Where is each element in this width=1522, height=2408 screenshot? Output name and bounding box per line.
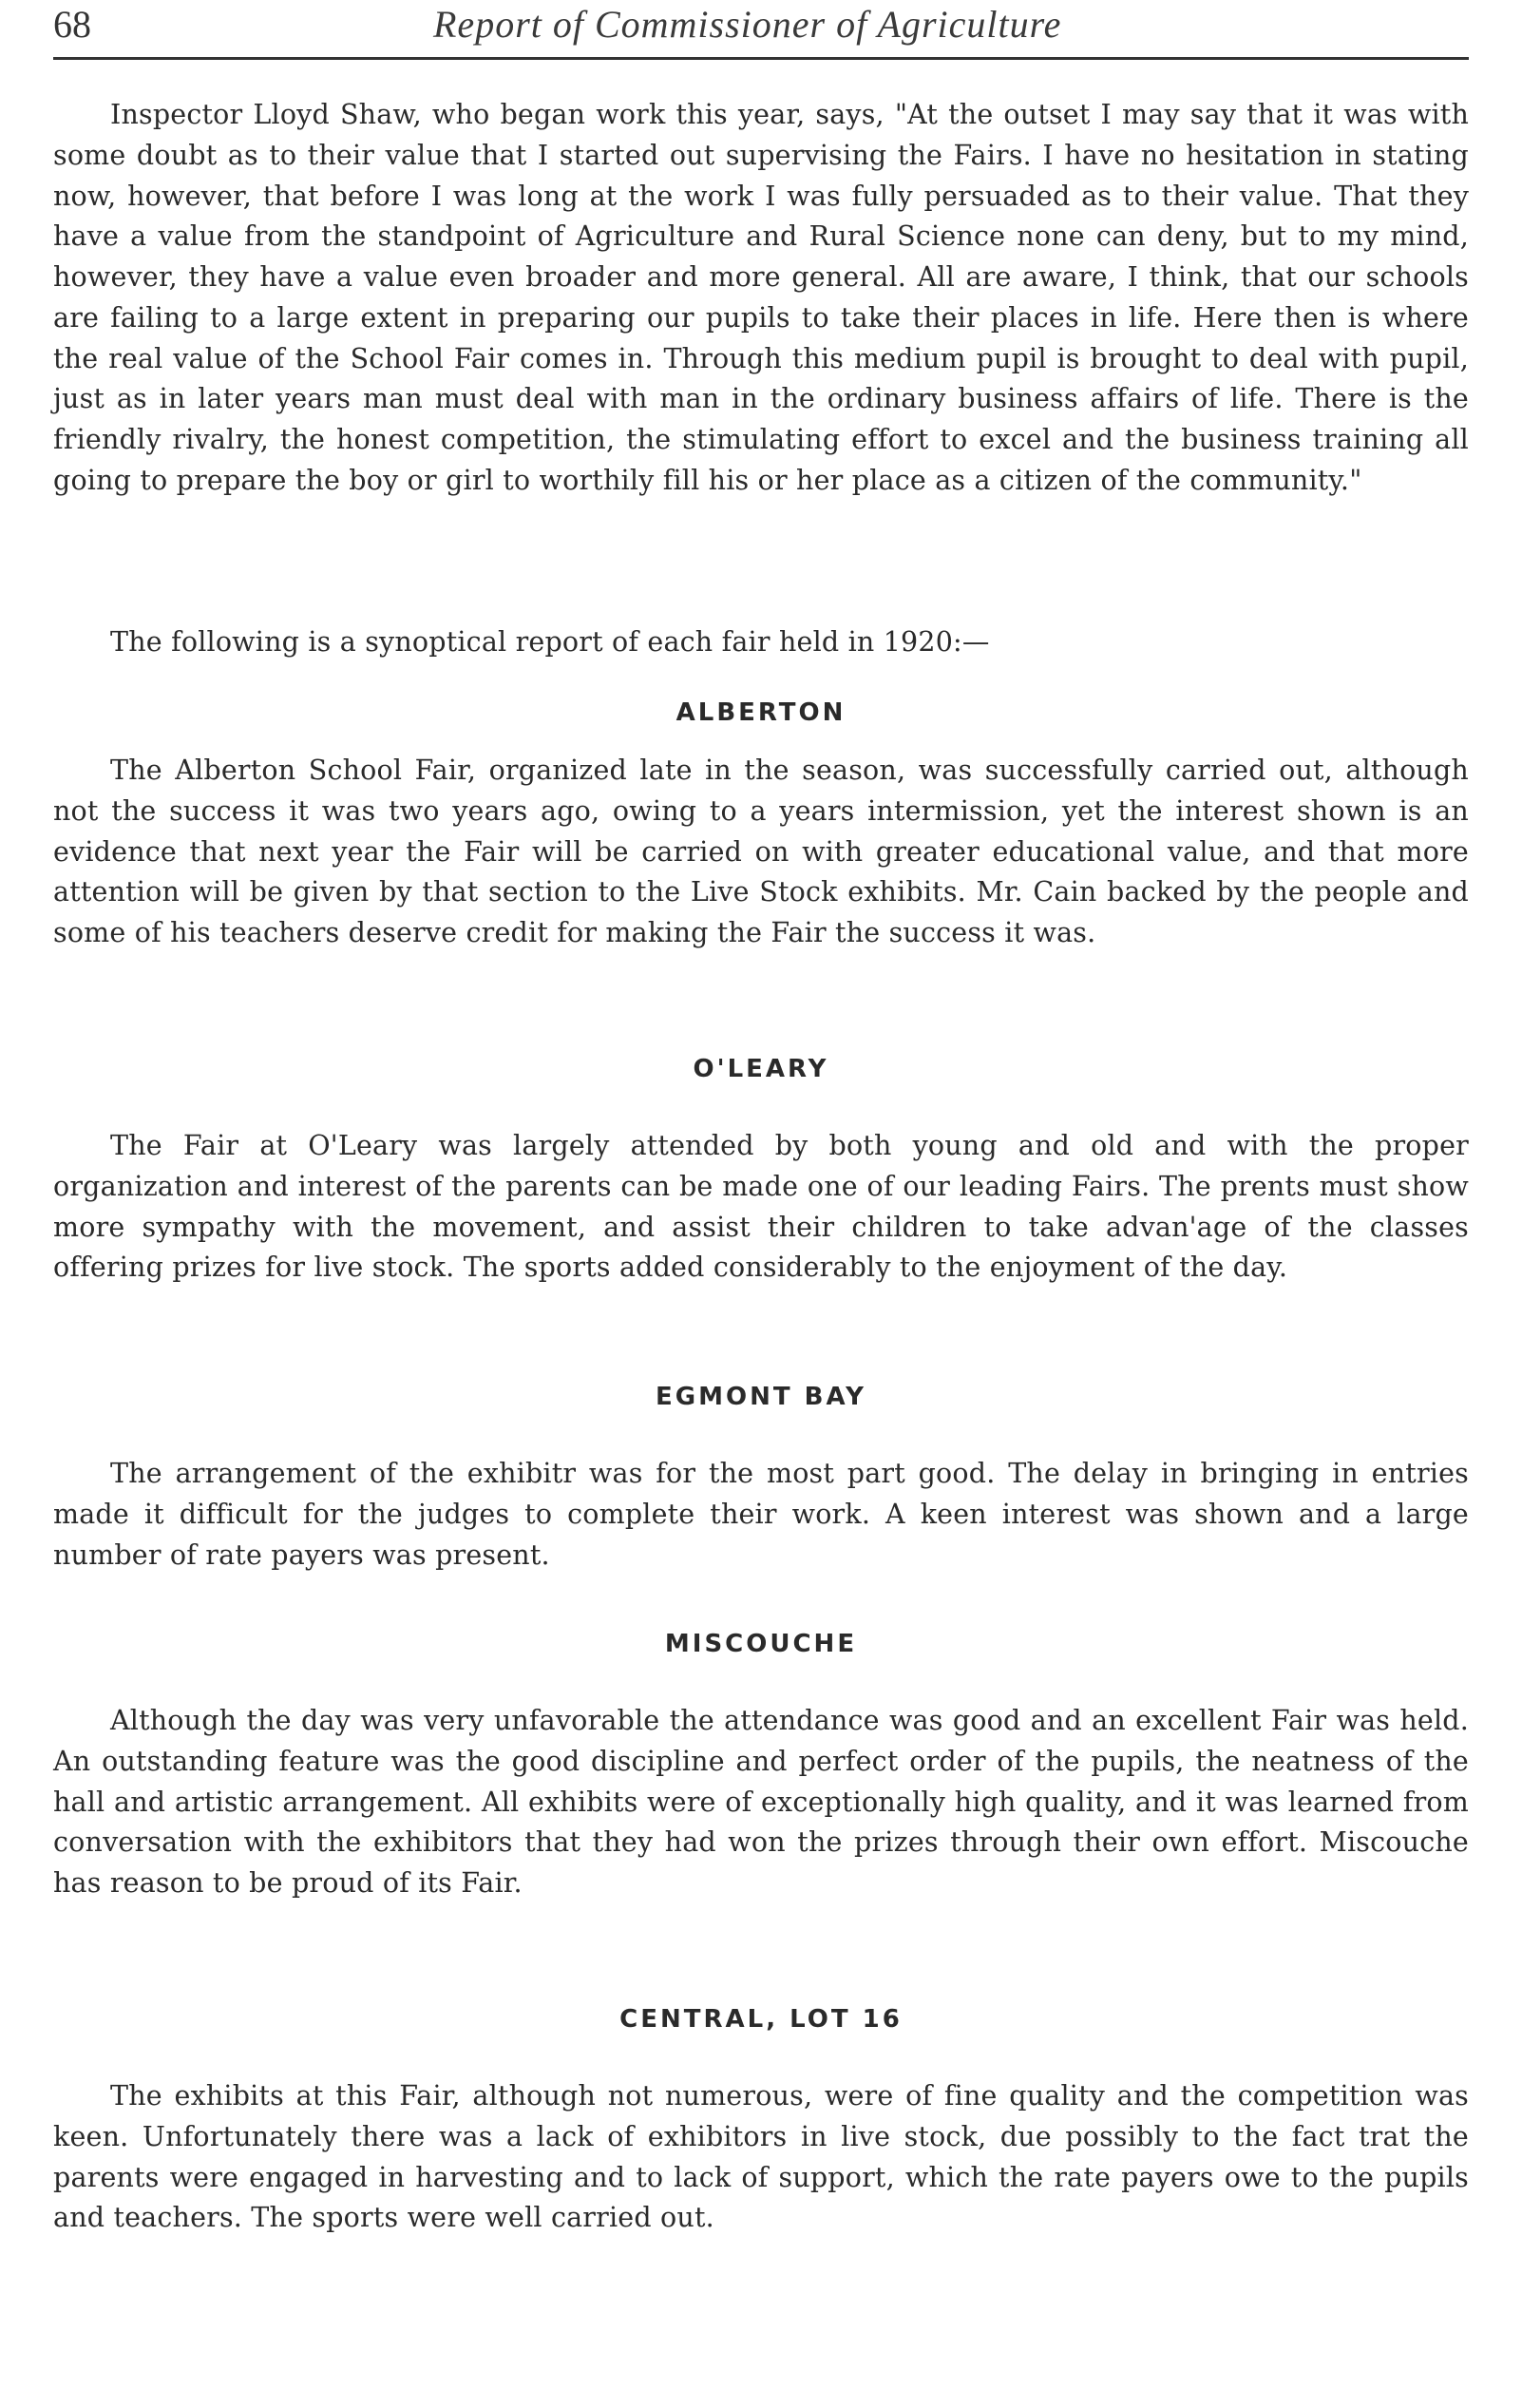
section-text-oleary: The Fair at O'Leary was largely attended by both young and old and with the proper organization and interest of the parents can be made one of our leading Fairs. The prents must show more sympathy with the movement, and assist their children to take advan'age of the classes offering prizes for live stock. The sports added considerably to the enjoyment of the day.	[53, 1130, 1469, 1284]
section-egmont-bay	[53, 1383, 1469, 1411]
page-number: 68	[53, 3, 91, 46]
section-oleary-body	[53, 1126, 1469, 1289]
running-title: Report of Commissioner of Agriculture	[433, 3, 1062, 46]
intro-lead-block	[53, 622, 1469, 663]
section-alberton-body	[53, 751, 1469, 954]
page-header	[53, 0, 1478, 67]
section-alberton	[53, 698, 1469, 727]
section-heading-oleary: O'LEARY	[693, 1055, 829, 1083]
section-heading-alberton: ALBERTON	[675, 698, 847, 727]
intro-paragraph: Inspector Lloyd Shaw, who began work this year, says, "At the outset I may say that it was with some doubt as to their value that I started out supervising the Fairs. I have no hesitation in stating now, however, that before I was long at the work I was fully persuaded as to their value. That they have a value from the standpoint of Agriculture and Rural Science none can deny, but to my mind, however, they have a value even broader and more general. All are aware, I think, that our schools are failing to a large extent in preparing our pupils to take their places in life. Here then is where the real value of the School Fair comes in. Through this medium pupil is brought to deal with pupil, just as in later years man must deal with man in the ordinary business affairs of life. There is the friendly rivalry, the honest competition, the stimulating effort to excel and the business training all going to prepare the boy or girl to worthily fill his or her place as a citizen of the community."	[53, 99, 1469, 496]
section-heading-miscouche: MISCOUCHE	[664, 1630, 858, 1658]
section-text-alberton: The Alberton School Fair, organized late in the season, was successfully carried out, although not the success it was two years ago, owing to a years intermission, yet the interest shown is an evidence that next year the Fair will be carried on with greater educational value, and that more attention will be given by that section to the Live Stock exhibits. Mr. Cain backed by the people and some of his teachers deserve credit for making the Fair the success it was.	[53, 755, 1469, 948]
section-heading-central-lot-16: CENTRAL, LOT 16	[619, 2005, 903, 2034]
section-miscouche-body	[53, 1701, 1469, 1904]
header-rule	[53, 57, 1469, 60]
section-text-central-lot-16: The exhibits at this Fair, although not numerous, were of fine quality and the competition was keen. Unfortunately there was a lack of exhibitors in live stock, due possibly to the fact trat the parents were engaged in harvesting and to lack of support, which the rate payers owe to the pupils and teachers. The sports were well carried out.	[53, 2080, 1469, 2234]
intro-lead: The following is a synoptical report of each fair held in 1920:—	[110, 626, 990, 658]
section-miscouche	[53, 1630, 1469, 1658]
section-central-lot-16-body	[53, 2076, 1469, 2239]
intro-block	[53, 95, 1469, 502]
section-egmont-bay-body	[53, 1454, 1469, 1576]
section-heading-egmont-bay: EGMONT BAY	[656, 1383, 866, 1411]
section-central-lot-16	[53, 2005, 1469, 2034]
section-text-miscouche: Although the day was very unfavorable the attendance was good and an excellent Fair was held. An outstanding feature was the good discipline and perfect order of the pupils, the neatness of the hall and artistic arrangement. All exhibits were of exceptionally high quality, and it was learned from conversation with the exhibitors that they had won the prizes through their own effort. Miscouche has reason to be proud of its Fair.	[53, 1705, 1469, 1899]
document-page	[53, 0, 1478, 2408]
section-oleary	[53, 1055, 1469, 1083]
section-text-egmont-bay: The arrangement of the exhibitr was for the most part good. The delay in bringing in entries made it difficult for the judges to complete their work. A keen interest was shown and a large number of rate payers was present.	[53, 1458, 1469, 1571]
